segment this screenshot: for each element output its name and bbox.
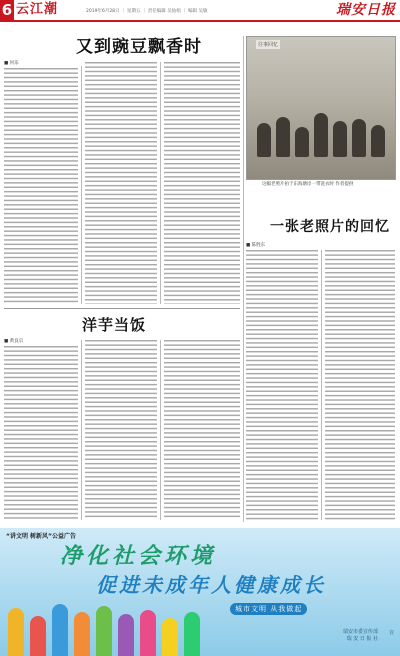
column-divider xyxy=(81,66,82,304)
column-divider xyxy=(160,62,161,304)
child-figure xyxy=(30,616,46,656)
column-divider xyxy=(321,250,322,520)
banner-organization xyxy=(343,629,378,643)
masthead-rule xyxy=(0,20,400,22)
child-figure xyxy=(52,604,68,656)
old-photo xyxy=(246,36,396,180)
banner-tag: “讲文明 树新风”公益广告 xyxy=(6,533,76,540)
column-divider xyxy=(81,340,82,520)
banner-illustration xyxy=(0,592,220,656)
section-rule xyxy=(4,308,240,309)
banner-pill: 城市文明 从我做起 xyxy=(230,603,307,615)
photo-label: 往事回忆 xyxy=(258,42,279,48)
article-column xyxy=(85,340,157,520)
article-headline: 洋芋当饭 xyxy=(82,316,147,334)
section-name: 云江潮 xyxy=(16,2,59,17)
child-figure xyxy=(162,618,178,656)
article-headline: 又到豌豆飘香时 xyxy=(76,37,202,57)
article-column xyxy=(325,250,395,520)
issue-meta: 2019年6月28日 ｜ 星期五 ｜ 责任编辑 吴仙娟 ｜ 编辑 吴敏 xyxy=(86,9,208,14)
article-byline: ■ 何乐 xyxy=(4,61,19,66)
article-column xyxy=(246,250,318,520)
banner-org-line: 瑞安市委宣传部 xyxy=(342,629,378,635)
photo-figure xyxy=(295,127,309,157)
article-byline: ■ 陈胜东 xyxy=(246,243,266,248)
article-column xyxy=(164,340,240,520)
photo-figure xyxy=(314,113,328,157)
photo-figure xyxy=(352,119,366,157)
banner-org-line: 瑞 安 日 报 社 xyxy=(346,636,378,642)
child-figure xyxy=(96,606,112,656)
column-divider xyxy=(243,36,244,522)
photo-figures xyxy=(257,97,385,157)
photo-caption: 这幅老照片拍于东海塘岸一带洗衣时 作者提供 xyxy=(262,182,354,187)
masthead xyxy=(0,0,400,22)
article-byline: ■ 黄良宗 xyxy=(4,339,24,344)
child-figure xyxy=(184,612,200,656)
banner-mark: 宣 xyxy=(388,630,394,636)
child-figure xyxy=(8,608,24,656)
article-column xyxy=(164,62,240,304)
column-divider xyxy=(160,340,161,520)
child-figure xyxy=(140,610,156,656)
paper-title: 瑞安日报 xyxy=(336,2,396,18)
child-figure xyxy=(118,614,134,656)
child-figure xyxy=(74,612,90,656)
photo-figure xyxy=(276,117,290,157)
psa-banner xyxy=(0,528,400,656)
photo-figure xyxy=(257,123,271,157)
banner-slogan-1: 净化社会环境 xyxy=(60,543,217,569)
photo-figure xyxy=(371,125,385,157)
article-column xyxy=(85,62,157,304)
page-number: 6 xyxy=(1,1,13,19)
banner-slogan-2: 促进未成年人健康成长 xyxy=(96,573,326,597)
article-column xyxy=(4,68,78,304)
photo-figure xyxy=(333,121,347,157)
article-column xyxy=(4,346,78,520)
article-headline: 一张老照片的回忆 xyxy=(270,219,390,235)
